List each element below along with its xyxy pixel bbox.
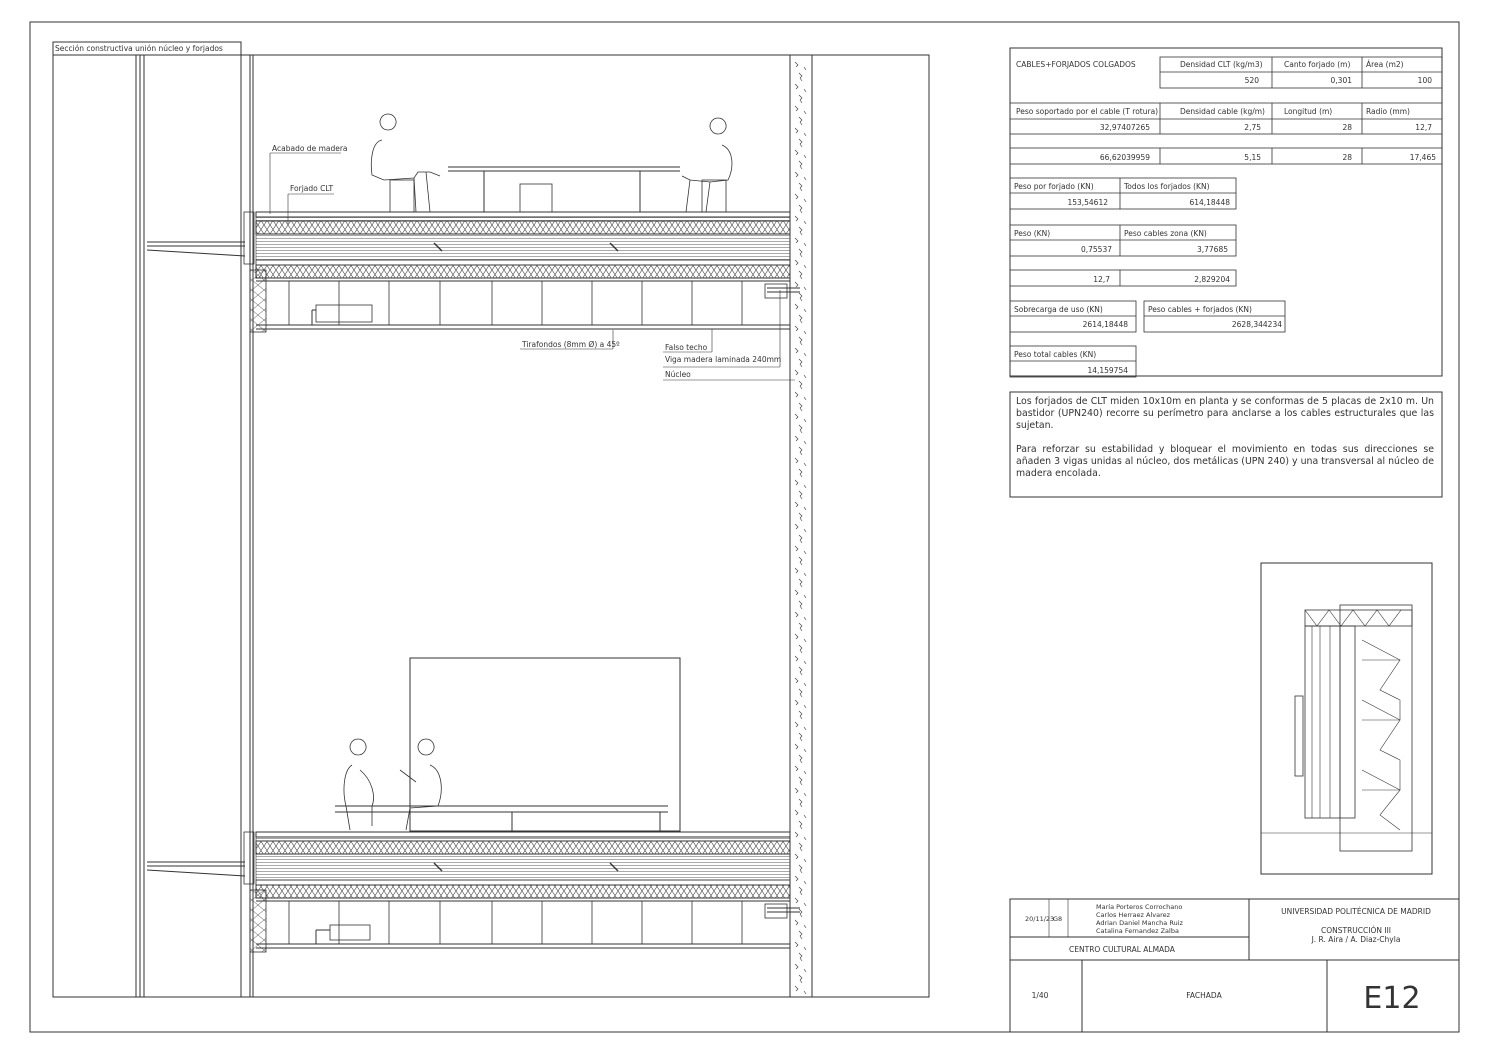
core-hatch: [804, 463, 806, 466]
core-hatch: [800, 386, 802, 389]
table2-value: 32,97407265: [1099, 123, 1150, 132]
table2-value: 12,7: [1415, 123, 1432, 132]
core-hatch: [800, 694, 802, 697]
core-hatch: [795, 150, 798, 155]
core-hatch: [795, 788, 798, 793]
core-hatch: [804, 903, 806, 906]
core-hatch: [799, 777, 802, 782]
professors: J. R. Aira / A. Diaz-Chyla: [1311, 935, 1401, 944]
core-hatch: [799, 711, 802, 716]
core-hatch: [804, 969, 806, 972]
core-hatch: [795, 370, 798, 375]
core-hatch: [799, 557, 802, 562]
core-hatch: [804, 199, 806, 202]
core-hatch: [800, 980, 802, 983]
core-hatch: [799, 73, 802, 78]
core-hatch: [800, 496, 802, 499]
core-hatch: [800, 210, 802, 213]
project-name: CENTRO CULTURAL ALMADA: [1069, 945, 1175, 954]
core-hatch: [804, 485, 806, 488]
core-hatch: [804, 331, 806, 334]
core-hatch: [795, 546, 798, 551]
core-hatch: [795, 612, 798, 617]
core-hatch: [799, 843, 802, 848]
core-hatch: [795, 744, 798, 749]
table1-header: Canto forjado (m): [1284, 60, 1351, 69]
core-hatch: [800, 958, 802, 961]
core-hatch: [795, 634, 798, 639]
table6-value: 14,159754: [1087, 366, 1128, 375]
core-hatch: [795, 876, 798, 881]
table1-value: 520: [1244, 76, 1259, 85]
core-hatch: [799, 535, 802, 540]
table5-value: 2614,18448: [1082, 320, 1128, 329]
core-hatch: [799, 667, 802, 672]
core-hatch: [795, 62, 798, 67]
table2-value: 66,62039959: [1099, 153, 1150, 162]
core-hatch: [795, 590, 798, 595]
core-hatch: [804, 375, 806, 378]
core-hatch: [804, 507, 806, 510]
core-hatch: [795, 964, 798, 969]
date: 20/11/23: [1025, 915, 1055, 923]
core-hatch: [800, 650, 802, 653]
label-tirafondos: Tirafondos (8mm Ø) a 45º: [522, 340, 620, 349]
core-hatch: [804, 881, 806, 884]
core-hatch: [804, 771, 806, 774]
core-hatch: [799, 359, 802, 364]
core-hatch: [795, 348, 798, 353]
core-hatch: [804, 89, 806, 92]
core-hatch: [804, 595, 806, 598]
core-hatch: [800, 716, 802, 719]
core-hatch: [799, 425, 802, 430]
core-hatch: [800, 628, 802, 631]
core-hatch: [800, 188, 802, 191]
core-hatch: [804, 353, 806, 356]
core-hatch: [799, 469, 802, 474]
core-hatch: [795, 678, 798, 683]
core-hatch: [799, 689, 802, 694]
core-hatch: [804, 617, 806, 620]
core-hatch: [804, 265, 806, 268]
core-hatch: [799, 95, 802, 100]
core-hatch: [795, 392, 798, 397]
drawing-title: Sección constructiva unión núcleo y forjados: [55, 44, 223, 53]
core-hatch: [804, 837, 806, 840]
notes-paragraph: Los forjados de CLT miden 10x10m en planta y se conformas de 5 placas de 2x10 m. Un bastidor (UPN240) recorre su perímetro para anclarse a los cables estructurales que las sujetan.: [1016, 396, 1434, 432]
core-hatch: [800, 166, 802, 169]
core-hatch: [804, 793, 806, 796]
core-hatch: [795, 920, 798, 925]
core-hatch: [795, 480, 798, 485]
core-hatch: [800, 606, 802, 609]
core-hatch: [795, 458, 798, 463]
core-hatch: [799, 601, 802, 606]
core-hatch: [799, 337, 802, 342]
core-hatch: [799, 447, 802, 452]
core-hatch: [804, 815, 806, 818]
core-hatch: [804, 529, 806, 532]
core-hatch: [800, 892, 802, 895]
table5-header: Sobrecarga de uso (KN): [1014, 305, 1103, 314]
core-hatch: [804, 111, 806, 114]
core-hatch: [800, 540, 802, 543]
core-hatch: [800, 848, 802, 851]
scale: 1/40: [1031, 991, 1049, 1000]
sheet-name: FACHADA: [1186, 991, 1222, 1000]
core-hatch: [799, 403, 802, 408]
core-hatch: [804, 397, 806, 400]
table5-header: Peso cables + forjados (KN): [1148, 305, 1252, 314]
table2-value: 5,15: [1244, 153, 1261, 162]
core-hatch: [804, 133, 806, 136]
core-hatch: [795, 194, 798, 199]
core-hatch: [795, 898, 798, 903]
core-hatch: [799, 799, 802, 804]
core-hatch: [800, 408, 802, 411]
core-hatch: [804, 947, 806, 950]
table2-value: 28: [1342, 123, 1352, 132]
core-hatch: [799, 975, 802, 980]
core-hatch: [800, 342, 802, 345]
table2-value: 17,465: [1409, 153, 1436, 162]
table2-value: 2,75: [1244, 123, 1261, 132]
core-hatch: [795, 854, 798, 859]
author: Catalina Fernandez Zalba: [1096, 927, 1179, 935]
table4-header: Peso (KN): [1014, 229, 1051, 238]
core-hatch: [804, 991, 806, 994]
core-hatch: [804, 727, 806, 730]
core-hatch: [800, 518, 802, 521]
core-hatch: [795, 942, 798, 947]
table4-value: 2,829204: [1194, 275, 1230, 284]
core-hatch: [800, 914, 802, 917]
core-hatch: [804, 573, 806, 576]
core-hatch: [800, 826, 802, 829]
core-hatch: [800, 672, 802, 675]
core-hatch: [804, 243, 806, 246]
core-hatch: [804, 705, 806, 708]
core-hatch: [799, 645, 802, 650]
core-hatch: [799, 931, 802, 936]
core-hatch: [799, 161, 802, 166]
label-falso-techo: Falso techo: [665, 343, 708, 352]
core-hatch: [795, 436, 798, 441]
core-hatch: [799, 755, 802, 760]
table1-title: CABLES+FORJADOS COLGADOS: [1016, 60, 1136, 69]
core-hatch: [799, 205, 802, 210]
author: Adrian Daniel Mancha Ruiz: [1096, 919, 1183, 927]
university: UNIVERSIDAD POLITÉCNICA DE MADRID: [1281, 907, 1431, 916]
group: G8: [1053, 915, 1063, 923]
core-hatch: [800, 298, 802, 301]
core-hatch: [800, 100, 802, 103]
core-hatch: [799, 293, 802, 298]
core-hatch: [795, 722, 798, 727]
table2-header: Densidad cable (kg/m): [1180, 107, 1265, 116]
core-hatch: [804, 749, 806, 752]
core-hatch: [800, 804, 802, 807]
core-hatch: [795, 216, 798, 221]
core-hatch: [804, 639, 806, 642]
core-hatch: [804, 441, 806, 444]
sheet-code: E12: [1363, 981, 1421, 1016]
core-hatch: [795, 106, 798, 111]
core-hatch: [795, 414, 798, 419]
table2-header: Longitud (m): [1284, 107, 1333, 116]
core-hatch: [800, 452, 802, 455]
core-hatch: [804, 683, 806, 686]
course: CONSTRUCCIÓN III: [1320, 926, 1392, 935]
table1-value: 100: [1417, 76, 1432, 85]
core-hatch: [800, 760, 802, 763]
core-hatch: [804, 551, 806, 554]
core-hatch: [799, 249, 802, 254]
core-hatch: [795, 568, 798, 573]
core-hatch: [795, 502, 798, 507]
core-hatch: [795, 238, 798, 243]
core-hatch: [795, 656, 798, 661]
core-hatch: [799, 887, 802, 892]
table4-header: Peso cables zona (KN): [1124, 229, 1207, 238]
author: Carlos Herraez Alvarez: [1096, 911, 1171, 919]
core-hatch: [799, 821, 802, 826]
core-hatch: [800, 144, 802, 147]
core-hatch: [804, 155, 806, 158]
core-hatch: [804, 309, 806, 312]
core-hatch: [800, 584, 802, 587]
table1-header: Área (m2): [1366, 60, 1404, 69]
table5-value: 2628,344234: [1231, 320, 1282, 329]
core-hatch: [799, 623, 802, 628]
core-hatch: [799, 139, 802, 144]
table2-header: Peso soportado por el cable (T rotura): [1016, 107, 1159, 116]
core-hatch: [800, 936, 802, 939]
core-hatch: [804, 221, 806, 224]
core-hatch: [799, 183, 802, 188]
label-nucleo: Núcleo: [665, 370, 691, 379]
label-viga: Viga madera laminada 240mm: [665, 355, 782, 364]
table1-header: Densidad CLT (kg/m3): [1180, 60, 1263, 69]
core-hatch: [795, 84, 798, 89]
core-hatch: [800, 738, 802, 741]
table3-header: Peso por forjado (KN): [1014, 182, 1094, 191]
core-hatch: [804, 859, 806, 862]
core-hatch: [795, 128, 798, 133]
core-hatch: [799, 733, 802, 738]
core-hatch: [795, 260, 798, 265]
core-hatch: [799, 271, 802, 276]
core-hatch: [799, 579, 802, 584]
table4-value: 12,7: [1093, 275, 1110, 284]
core-hatch: [804, 661, 806, 664]
core-hatch: [804, 177, 806, 180]
table2-header: Radio (mm): [1366, 107, 1410, 116]
core-hatch: [800, 364, 802, 367]
core-hatch: [795, 172, 798, 177]
core-hatch: [800, 232, 802, 235]
table4-value: 0,75537: [1080, 245, 1112, 254]
label-forjado: Forjado CLT: [290, 184, 334, 193]
label-acabado: Acabado de madera: [272, 144, 348, 153]
notes-text: [1016, 396, 1434, 491]
core-hatch: [795, 986, 798, 991]
core-hatch: [799, 953, 802, 958]
core-hatch: [795, 832, 798, 837]
core-hatch: [804, 67, 806, 70]
table3-value: 153,54612: [1067, 198, 1108, 207]
core-hatch: [800, 562, 802, 565]
core-hatch: [795, 766, 798, 771]
table1-value: 0,301: [1330, 76, 1352, 85]
core-hatch: [795, 326, 798, 331]
core-hatch: [800, 122, 802, 125]
core-hatch: [800, 782, 802, 785]
table6-header: Peso total cables (KN): [1014, 350, 1097, 359]
core-hatch: [799, 513, 802, 518]
core-hatch: [799, 227, 802, 232]
core-hatch: [799, 491, 802, 496]
table4-value: 3,77685: [1196, 245, 1228, 254]
core-hatch: [800, 78, 802, 81]
core-hatch: [800, 474, 802, 477]
core-hatch: [799, 865, 802, 870]
core-hatch: [799, 315, 802, 320]
core-hatch: [804, 925, 806, 928]
core-hatch: [804, 287, 806, 290]
core-hatch: [795, 700, 798, 705]
core-hatch: [799, 381, 802, 386]
core-hatch: [800, 870, 802, 873]
core-hatch: [795, 282, 798, 287]
core-hatch: [800, 276, 802, 279]
core-hatch: [804, 419, 806, 422]
core-hatch: [795, 524, 798, 529]
author: María Porteros Corrochano: [1096, 903, 1183, 911]
core-hatch: [800, 254, 802, 257]
table3-header: Todos los forjados (KN): [1124, 182, 1210, 191]
notes-paragraph: Para reforzar su estabilidad y bloquear el movimiento en todas sus direcciones se añaden 3 vigas unidas al núcleo, dos metálicas (UPN 240) y una transversal al núcleo de madera encolada.: [1016, 443, 1434, 480]
table2-value: 28: [1342, 153, 1352, 162]
core-hatch: [795, 304, 798, 309]
core-hatch: [800, 430, 802, 433]
table3-value: 614,18448: [1189, 198, 1230, 207]
core-hatch: [799, 117, 802, 122]
core-hatch: [795, 810, 798, 815]
core-hatch: [800, 320, 802, 323]
